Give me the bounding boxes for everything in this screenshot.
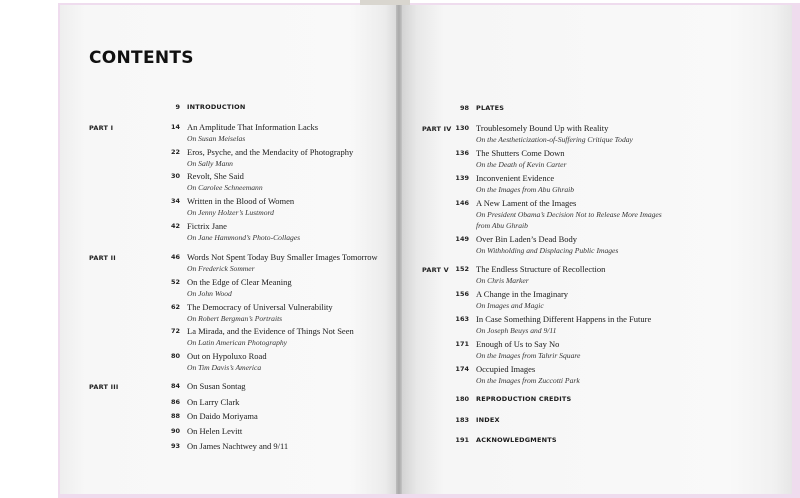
entry-title: A Change in the Imaginary (476, 289, 569, 299)
entry-title: The Shutters Come Down (476, 148, 565, 158)
page-number: 171 (455, 340, 469, 348)
entry-subtitle: On the Images from Abu Ghraib (476, 185, 575, 194)
entry-title: ACKNOWLEDGMENTS (476, 436, 557, 444)
entry-subtitle: On Withholding and Displacing Public Images (476, 246, 619, 255)
page-number: 14 (170, 123, 180, 131)
page-number: 93 (170, 442, 180, 450)
page-number: 152 (455, 265, 469, 273)
page-number: 84 (170, 382, 180, 390)
page-number: 30 (170, 172, 180, 180)
entry-title: The Democracy of Universal Vulnerability (187, 302, 333, 312)
page-number: 180 (455, 395, 469, 403)
entry-title: On Daido Moriyama (187, 411, 258, 421)
entry-title: PLATES (476, 104, 505, 112)
page-number: 98 (459, 104, 469, 112)
page-number: 62 (170, 303, 180, 311)
entry-subtitle: On Carolee Schneemann (187, 183, 263, 192)
entry-subtitle: On Frederick Sommer (187, 264, 255, 273)
entry-title: Fictrix Jane (187, 221, 227, 231)
book-gutter (396, 5, 402, 494)
entry-subtitle: On the Images from Zuccotti Park (476, 376, 580, 385)
page-number: 183 (455, 416, 469, 424)
page-number: 149 (455, 235, 469, 243)
entry-title: La Mirada, and the Evidence of Things Not Seen (187, 326, 354, 336)
page-number: 52 (170, 278, 180, 286)
entry-subtitle: On Joseph Beuys and 9/11 (476, 326, 557, 335)
entry-subtitle: On Tim Davis’s America (187, 363, 262, 372)
entry-title: Out on Hypoluxo Road (187, 351, 267, 361)
entry-subtitle: On Susan Meiselas (187, 134, 246, 143)
page-number: 139 (455, 174, 469, 182)
page-number: 88 (170, 412, 180, 420)
entry-title: Over Bin Laden’s Dead Body (476, 234, 578, 244)
entry-title: Inconvenient Evidence (476, 173, 555, 183)
entry-title: Written in the Blood of Women (187, 196, 295, 206)
page-number: 22 (170, 148, 180, 156)
entry-title: INDEX (476, 416, 500, 424)
contents-heading: CONTENTS (89, 48, 194, 68)
entry-subtitle: On Chris Marker (476, 276, 529, 285)
page-number: 46 (170, 253, 180, 261)
entry-title: REPRODUCTION CREDITS (476, 395, 572, 403)
entry-title: Eros, Psyche, and the Mendacity of Photography (187, 147, 354, 157)
entry-title: On Helen Levitt (187, 426, 243, 436)
entry-title: Troublesomely Bound Up with Reality (476, 123, 609, 133)
page-number: 136 (455, 149, 469, 157)
entry-subtitle: On the Images from Tahrir Square (476, 351, 581, 360)
part-label: PART I (89, 124, 114, 132)
entry-subtitle: On Jane Hammond’s Photo-Collages (187, 233, 301, 242)
entry-title: INTRODUCTION (187, 103, 246, 111)
entry-title: On James Nachtwey and 9/11 (187, 441, 289, 451)
page-number: 80 (170, 352, 180, 360)
page-number: 90 (170, 427, 180, 435)
entry-title: On the Edge of Clear Meaning (187, 277, 292, 287)
part-label: PART IV (422, 125, 452, 133)
page-number: 146 (455, 199, 469, 207)
page-number: 42 (170, 222, 180, 230)
entry-title: A New Lament of the Images (476, 198, 577, 208)
page-number: 34 (170, 197, 180, 205)
part-label: PART II (89, 254, 116, 262)
entry-subtitle: On Jenny Holzer’s Lustmord (187, 208, 274, 217)
page-number: 156 (455, 290, 469, 298)
part-label: PART V (422, 266, 449, 274)
page-number: 86 (170, 398, 180, 406)
entry-subtitle (476, 209, 662, 231)
entry-subtitle: On Robert Bergman’s Portraits (187, 314, 283, 323)
entry-title: In Case Something Different Happens in the Future (476, 314, 652, 324)
entry-subtitle: On Latin American Photography (187, 338, 288, 347)
page-number: 130 (455, 124, 469, 132)
entry-title: Words Not Spent Today Buy Smaller Images Tomorrow (187, 252, 378, 262)
page-number: 191 (455, 436, 469, 444)
page-number: 9 (175, 103, 180, 111)
entry-subtitle-line: On President Obama’s Decision Not to Release More Images (476, 210, 662, 219)
entry-title: On Susan Sontag (187, 381, 246, 391)
entry-subtitle: On the Aestheticization-of-Suffering Critique Today (476, 135, 633, 144)
entry-subtitle-line: from Abu Ghraib (476, 221, 528, 230)
entry-subtitle: On Images and Magic (476, 301, 544, 310)
entry-title: Occupied Images (476, 364, 536, 374)
entry-subtitle: On the Death of Kevin Carter (476, 160, 567, 169)
page-number: 163 (455, 315, 469, 323)
page-number: 174 (455, 365, 469, 373)
left-page (60, 5, 399, 494)
entry-title: An Amplitude That Information Lacks (187, 122, 319, 132)
part-label: PART III (89, 383, 119, 391)
entry-title: Revolt, She Said (187, 171, 244, 181)
entry-title: The Endless Structure of Recollection (476, 264, 606, 274)
page-number: 72 (170, 327, 180, 335)
entry-title: On Larry Clark (187, 397, 240, 407)
right-page (399, 5, 792, 494)
entry-subtitle: On John Wood (187, 289, 232, 298)
entry-subtitle: On Sally Mann (187, 159, 233, 168)
entry-title: Enough of Us to Say No (476, 339, 560, 349)
